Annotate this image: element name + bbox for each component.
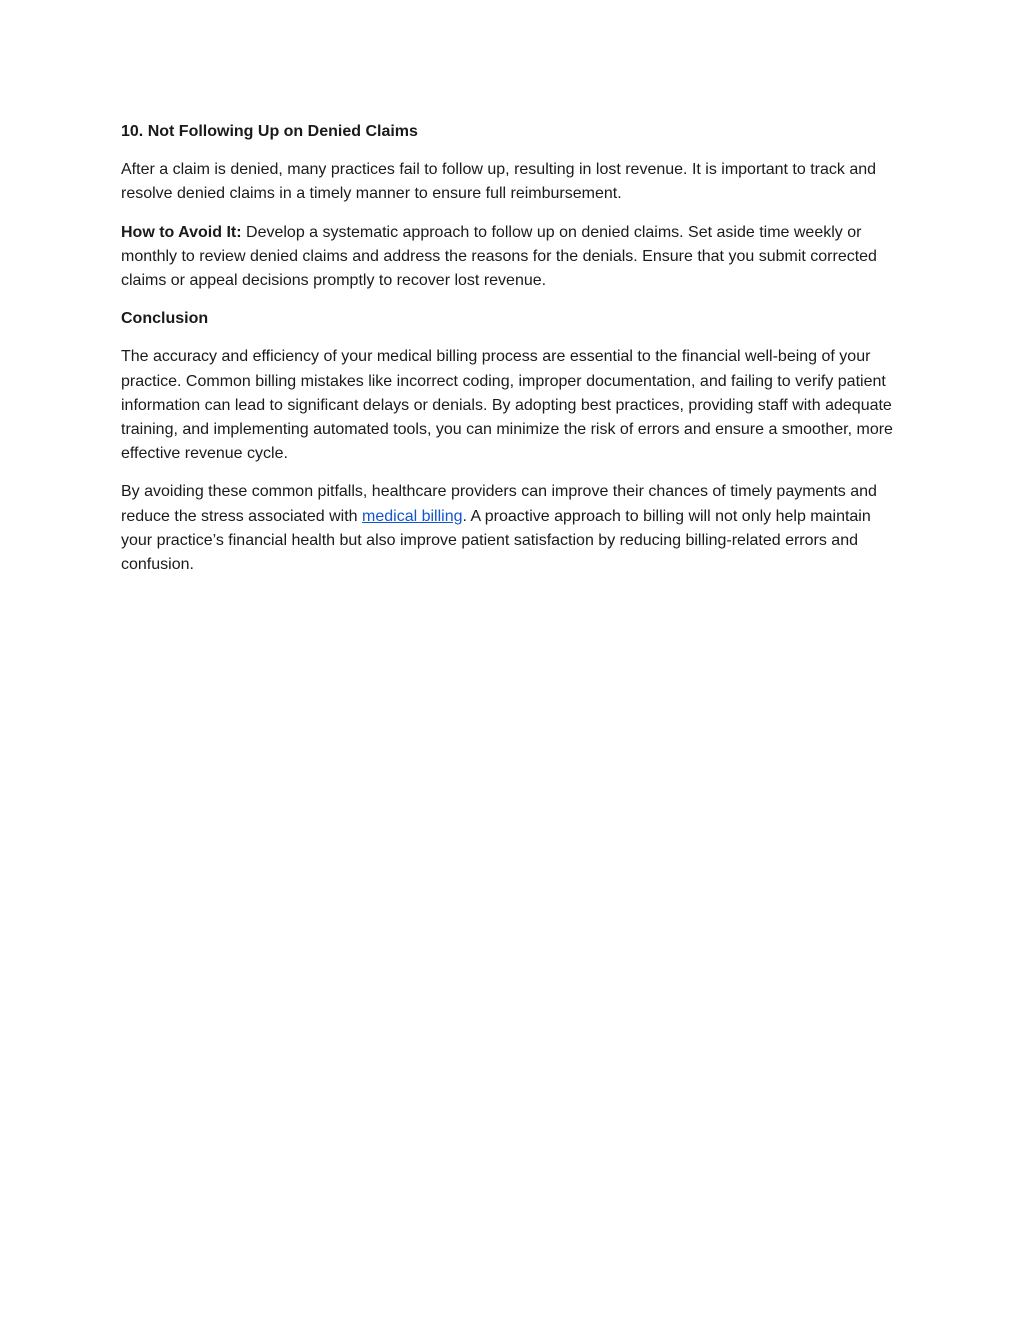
section-paragraph: After a claim is denied, many practices fail to follow up, resulting in lost revenue. It is important to track and resolve denied claims in a timely manner to ensure full reimbursement.: [121, 161, 877, 203]
conclusion-heading: Conclusion: [121, 310, 209, 328]
avoid-paragraph: [121, 221, 906, 294]
avoid-label: How to Avoid It:: [121, 223, 242, 241]
conclusion-paragraph-2: [121, 480, 906, 577]
section-heading: 10. Not Following Up on Denied Claims: [121, 123, 418, 140]
medical-billing-link[interactable]: medical billing: [362, 507, 463, 525]
conclusion-paragraph-2-end: . A proactive approach to billing will not only help maintain your practice’s financial health but also improve patient satisfaction by reducing billing-related errors and confusion.: [121, 507, 871, 574]
avoid-text: Develop a systematic approach to follow up on denied claims. Set aside time weekly or monthly to review denied claims and address the reasons for the denials. Ensure that you submit corrected claims or appeal decisions promptly to recover lost revenue.: [121, 223, 877, 290]
document-body: [121, 120, 906, 591]
conclusion-paragraph-2-start: By avoiding these common pitfalls, healthcare providers can improve their chances of timely payments and reduce the stress associated with: [121, 483, 877, 525]
conclusion-paragraph-1: The accuracy and efficiency of your medical billing process are essential to the financial well-being of your practice. Common billing mistakes like incorrect coding, improper documentation, and failing to verify patient information can lead to significant delays or denials. By adopting best practices, providing staff with adequate training, and implementing automated tools, you can minimize the risk of errors and ensure a smoother, more effective revenue cycle.: [121, 348, 893, 463]
